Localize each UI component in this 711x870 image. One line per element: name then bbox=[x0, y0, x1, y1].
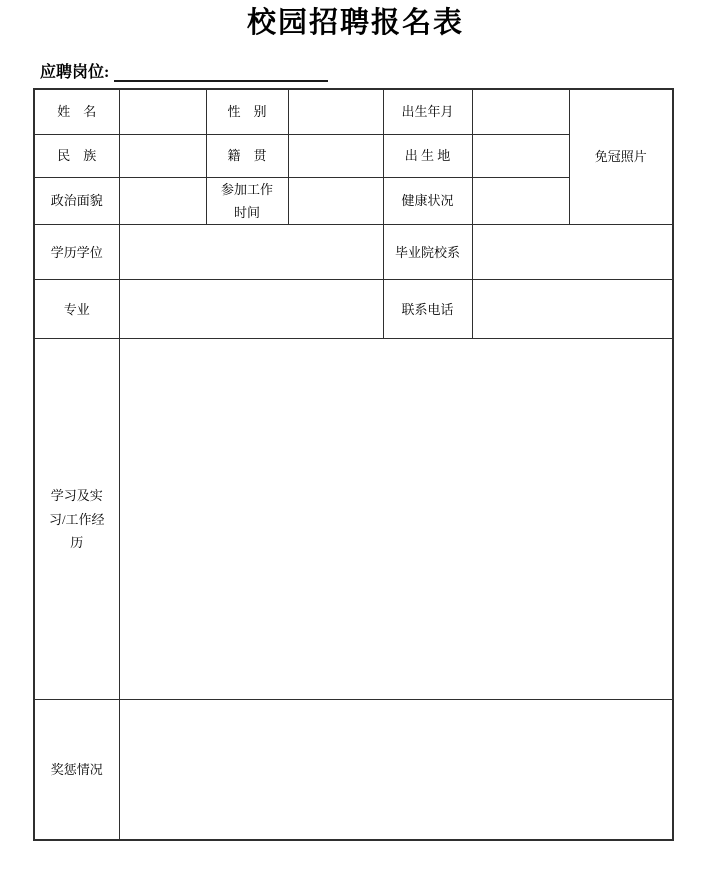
experience-label-text: 学习及实习/工作经历 bbox=[48, 488, 105, 550]
position-label: 应聘岗位: bbox=[40, 64, 110, 81]
work-start-time-label bbox=[206, 177, 288, 225]
major-label: 专业 bbox=[34, 280, 119, 339]
table-row bbox=[34, 700, 673, 840]
ethnicity-input-cell[interactable] bbox=[119, 134, 206, 177]
work-start-time-label-text: 参加工作时间 bbox=[220, 181, 273, 220]
health-status-input-cell[interactable] bbox=[472, 177, 569, 225]
application-form-table bbox=[33, 88, 674, 841]
name-label: 姓 名 bbox=[34, 89, 119, 134]
position-field-row bbox=[40, 59, 328, 82]
birth-place-input-cell[interactable] bbox=[472, 134, 569, 177]
political-status-label: 政治面貌 bbox=[34, 177, 119, 225]
work-start-time-input-cell[interactable] bbox=[288, 177, 383, 225]
native-place-input-cell[interactable] bbox=[288, 134, 383, 177]
table-row bbox=[34, 339, 673, 700]
birth-place-label: 出 生 地 bbox=[383, 134, 472, 177]
photo-cell[interactable]: 免冠照片 bbox=[569, 89, 673, 225]
graduation-school-input-cell[interactable] bbox=[472, 225, 673, 280]
table-row bbox=[34, 280, 673, 339]
gender-label: 性 别 bbox=[206, 89, 288, 134]
political-status-input-cell[interactable] bbox=[119, 177, 206, 225]
experience-input-cell[interactable] bbox=[119, 339, 673, 700]
gender-input-cell[interactable] bbox=[288, 89, 383, 134]
name-input-cell[interactable] bbox=[119, 89, 206, 134]
birth-date-input-cell[interactable] bbox=[472, 89, 569, 134]
rewards-punishments-label: 奖惩情况 bbox=[34, 700, 119, 840]
ethnicity-label: 民 族 bbox=[34, 134, 119, 177]
major-input-cell[interactable] bbox=[119, 280, 383, 339]
rewards-punishments-input-cell[interactable] bbox=[119, 700, 673, 840]
experience-label bbox=[34, 339, 119, 700]
education-degree-label: 学历学位 bbox=[34, 225, 119, 280]
table-row bbox=[34, 225, 673, 280]
native-place-label: 籍 贯 bbox=[206, 134, 288, 177]
contact-phone-label: 联系电话 bbox=[383, 280, 472, 339]
health-status-label: 健康状况 bbox=[383, 177, 472, 225]
page-title: 校园招聘报名表 bbox=[246, 7, 464, 39]
contact-phone-input-cell[interactable] bbox=[472, 280, 673, 339]
position-input[interactable] bbox=[114, 63, 328, 82]
table-row bbox=[34, 89, 673, 134]
education-degree-input-cell[interactable] bbox=[119, 225, 383, 280]
graduation-school-label: 毕业院校系 bbox=[383, 225, 472, 280]
birth-date-label: 出生年月 bbox=[383, 89, 472, 134]
